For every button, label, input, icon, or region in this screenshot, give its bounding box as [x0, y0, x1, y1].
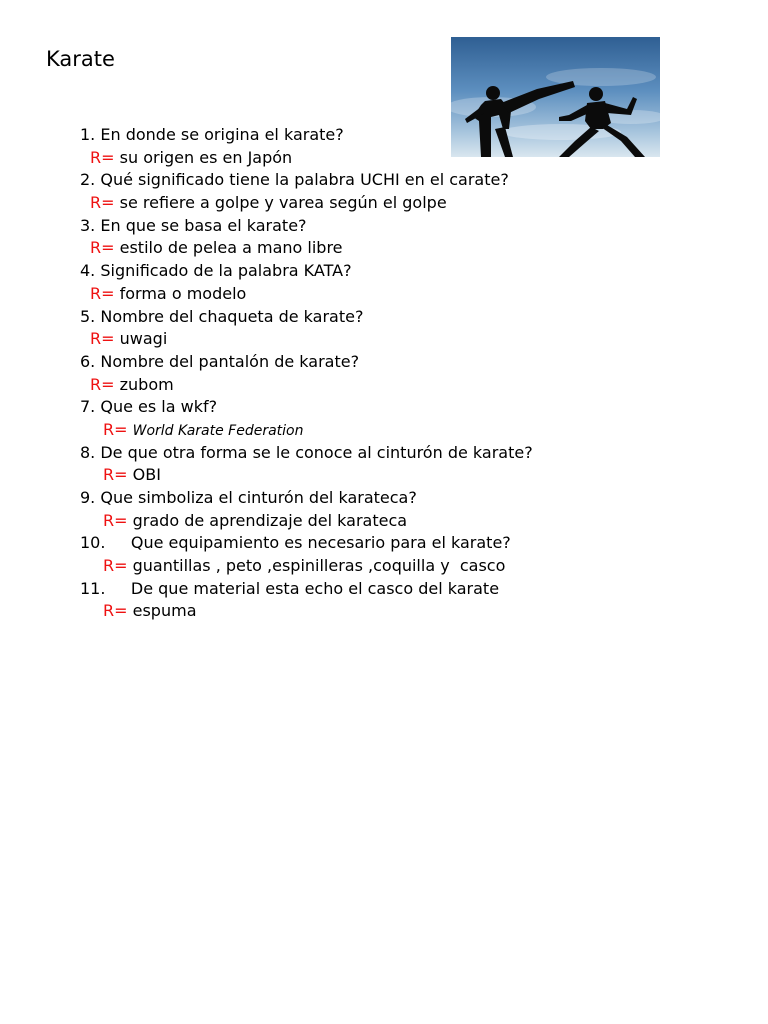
answer-text: forma o modelo	[119, 283, 247, 303]
question-item	[80, 351, 700, 374]
question-text: Significado de la palabra KATA?	[100, 261, 352, 281]
answer-item	[80, 237, 700, 260]
question-number: 10.	[80, 533, 106, 553]
answer-label: R=	[103, 601, 128, 621]
answer-text: se refiere a golpe y varea según el golpe	[119, 193, 447, 213]
question-number: 6.	[80, 351, 96, 371]
question-number: 3.	[80, 215, 96, 235]
question-item	[80, 215, 700, 238]
question-text: Nombre del chaqueta de karate?	[100, 306, 364, 326]
question-number: 4.	[80, 261, 96, 281]
answer-text: grado de aprendizaje del karateca	[132, 510, 408, 530]
answer-item	[80, 328, 700, 351]
question-number: 9.	[80, 488, 96, 507]
answer-item	[80, 147, 700, 170]
question-item	[80, 169, 700, 192]
answer-item	[80, 283, 700, 306]
qa-list	[80, 124, 700, 623]
answer-text: World Karate Federation	[132, 422, 304, 439]
answer-text: uwagi	[119, 329, 168, 349]
question-number: 11.	[80, 578, 106, 598]
question-item	[80, 578, 700, 601]
question-text: Que es la wkf?	[100, 397, 218, 417]
answer-label: R=	[103, 465, 128, 485]
question-text: Qué significado tiene la palabra UCHI en el carate?	[100, 170, 509, 190]
answer-label: R=	[90, 329, 115, 349]
answer-label: R=	[103, 510, 128, 530]
question-item	[80, 124, 700, 147]
question-number: 1.	[80, 125, 96, 144]
question-text: Nombre del pantalón de karate?	[100, 351, 360, 371]
question-item	[80, 487, 700, 510]
question-text: En donde se origina el karate?	[100, 125, 344, 144]
answer-text: OBI	[132, 465, 161, 485]
answer-item	[80, 464, 700, 487]
answer-item	[80, 600, 700, 623]
answer-label: R=	[90, 193, 115, 213]
answer-label: R=	[90, 147, 115, 167]
answer-text: guantillas , peto ,espinilleras ,coquilla y casco	[132, 556, 506, 576]
question-item	[80, 442, 700, 465]
question-text: De que otra forma se le conoce al cinturón de karate?	[100, 442, 533, 462]
answer-item	[80, 510, 700, 533]
question-number: 2.	[80, 170, 96, 190]
answer-text: espuma	[132, 601, 197, 621]
answer-item	[80, 192, 700, 215]
question-text: Que simboliza el cinturón del karateca?	[100, 488, 417, 507]
answer-item	[80, 419, 700, 442]
question-item	[80, 260, 700, 283]
page-title: Karate	[46, 47, 115, 71]
answer-text: zubom	[119, 374, 174, 394]
question-text: Que equipamiento es necesario para el karate?	[130, 533, 511, 553]
answer-text: su origen es en Japón	[119, 147, 293, 167]
answer-label: R=	[103, 419, 128, 439]
question-number: 7.	[80, 397, 96, 417]
answer-item	[80, 374, 700, 397]
question-text: De que material esta echo el casco del karate	[130, 578, 500, 598]
answer-label: R=	[90, 374, 115, 394]
answer-label: R=	[103, 556, 128, 576]
question-item	[80, 532, 700, 555]
answer-text: estilo de pelea a mano libre	[119, 238, 343, 258]
question-number: 5.	[80, 306, 96, 326]
question-item	[80, 306, 700, 329]
question-item	[80, 396, 700, 419]
answer-label: R=	[90, 238, 115, 258]
answer-item	[80, 555, 700, 578]
answer-label: R=	[90, 283, 115, 303]
question-text: En que se basa el karate?	[100, 215, 307, 235]
question-number: 8.	[80, 442, 96, 462]
